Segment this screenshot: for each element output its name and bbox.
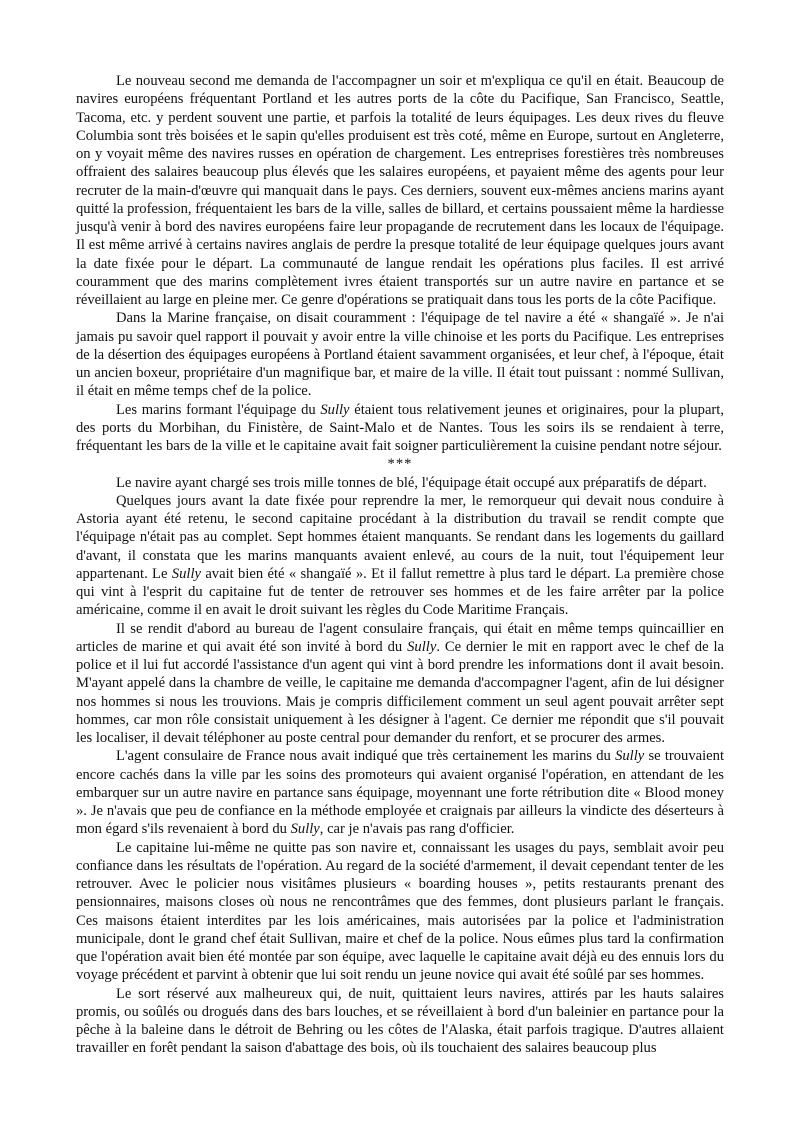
document-page	[76, 72, 724, 1058]
text-run: . Ce dernier le mit en rapport avec le chef de la police et il lui fut accordé l'assistance d'un agent qui vint à bord prendre les informations dont il avait besoin. M'ayant appelé dans la chambre de veille, le capitaine me demanda d'accompagner l'agent, afin de lui désigner nos hommes si nous les trouvions. Mais je compris difficilement comment un seul agent pouvait arrêter sept hommes, car mon rôle consistait uniquement à les désigner à l'agent. Ce dernier me répondit que s'il pouvait les localiser, il devait téléphoner au poste central pour demander du renfort, et se procurer des armes.	[76, 638, 724, 746]
paragraph-4	[76, 474, 724, 492]
ship-name: Sully	[320, 401, 350, 418]
text-run: étaient tous relativement jeunes et originaires, pour la plupart, des ports du Morbihan, du Finistère, de Saint-Malo et de Nantes. Tous les soirs ils se rendaient à terre, fréquentant les bars de la ville et le capitaine avait fait soigner particulièrement la cuisine pendant notre séjour.	[76, 401, 724, 454]
section-separator: ***	[387, 456, 413, 473]
text-run: se trouvaient encore cachés dans la ville par les soins des promoteurs qui avaient organisé l'opération, en attendant de les embarquer sur un autre navire en partance sans équipage, moyennant une forte rétribution dite « Blood money ». Je n'avais que peu de confiance en la méthode employée et craignais par ailleurs la vindicte des déserteurs à mon égard s'ils revenaient à bord du	[76, 748, 724, 838]
text-run: Le sort réservé aux malheureux qui, de nuit, quittaient leurs navires, attirés par les hauts salaires promis, ou soûlés ou drogués dans des bars louches, et se réveillaient à bord d'un baleinier en partance pour la pêche à la baleine dans le détroit de Behring ou les côtes de l'Alaska, était parfois tragique. D'autres allaient travailler en forêt pendant la saison d'abattage des bois, où ils touchaient des salaires beaucoup plus	[76, 985, 724, 1057]
text-run: Le capitaine lui-même ne quitte pas son navire et, connaissant les usages du pays, semblait avoir peu confiance dans les résultats de l'opération. Au regard de la société d'armement, il devait cependant tenter de les retrouver. Avec le policier nous visitâmes plusieurs « boarding houses », petits restaurants prenant des pensionnaires, maisons closes où nous ne rencontrâmes que des femmes, dont plusieurs parlant le français. Ces maisons étaient interdites par les lois américaines, mais autorisées par la police et l'administration municipale, dont le grand chef était Sullivan, maire et chef de la police. Nous eûmes plus tard la confirmation que l'opération avait bien été montée par son équipe, avec laquelle le capitaine avait déjà eu des ennuis lors du voyage précédent et parvint à obtenir que lui soit rendu un jeune novice qui avait été soûlé par ses hommes.	[76, 839, 724, 984]
text-run: Le nouveau second me demanda de l'accompagner un soir et m'expliqua ce qu'il en était. Beaucoup de navires européens fréquentant Portland et les autres ports de la côte du Pacifique, San Francisco, Seattle, Tacoma, etc. y perdent souvent une partie, et parfois la totalité de leurs équipages. Les deux rives du fleuve Columbia sont très boisées et le sapin qu'elles produisent est très coté, même en Europe, surtout en Angleterre, on y voyait même des navires russes en opération de chargement. Les entreprises forestières très nombreuses offraient des salaires beaucoup plus élevés que les salaires européens, et payaient même des agents pour leur recruter de la main-d'œuvre qui manquait dans le pays. Ces derniers, souvent eux-mêmes anciens marins ayant quitté la profession, fréquentaient les bars de la ville, salles de billard, et certains poussaient même la hardiesse jusqu'à venir à bord des navires européens faire leur propagande de recrutement dans les locaux de l'équipage. Il est même arrivé à certains navires anglais de perdre la presque totalité de leur équipage quelques jours avant la date fixée pour le départ. La communauté de langue rendait les opérations plus faciles. Il est arrivé couramment que des marins complètement ivres étaient transportés sur un autre navire en partance et se réveillaient au large en pleine mer. Ce genre d'opérations se pratiquait dans tous les ports de la côte Pacifique.	[76, 73, 724, 308]
text-run: Quelques jours avant la date fixée pour reprendre la mer, le remorqueur qui devait nous conduire à Astoria ayant été retenu, le second capitaine procédant à la distribution du travail se rendit compte que l'équipage n'était pas au complet. Sept hommes étaient manquants. Se rendant dans les logements du gaillard d'avant, il constata que les marins manquants avaient enlevé, au cours de la nuit, tout l'équipement leur appartenant. Le	[76, 492, 724, 582]
text-run: L'agent consulaire de France nous avait indiqué que très certainement les marins du	[116, 748, 616, 765]
paragraph-1	[76, 72, 724, 309]
ship-name: Sully	[171, 565, 201, 582]
text-run: avait bien été « shangaïé ». Et il fallut remettre à plus tard le départ. La première chose qui vint à l'esprit du capitaine fut de tenter de retrouver ses hommes et de les faire arrêter par la police américaine, comme il en avait le droit suivant les règles du Code Maritime Français.	[76, 565, 724, 619]
paragraph-6	[76, 620, 724, 748]
text-run: Il se rendit d'abord au bureau de l'agent consulaire français, qui était en même temps quincaillier en articles de marine et qui avait été son invité à bord du	[76, 620, 724, 655]
paragraph-5	[76, 492, 724, 620]
ship-name: Sully	[407, 638, 437, 655]
ship-name: Sully	[290, 821, 320, 838]
ship-name: Sully	[615, 748, 645, 765]
paragraph-8	[76, 839, 724, 985]
paragraph-9	[76, 985, 724, 1058]
paragraph-3	[76, 401, 724, 456]
paragraph-2	[76, 309, 724, 400]
text-run: Dans la Marine française, on disait couramment : l'équipage de tel navire a été « shangaïé ». Je n'ai jamais pu savoir quel rapport il pouvait y avoir entre la ville chinoise et les ports du Pacifique. Les entreprises de la désertion des équipages européens à Portland étaient savamment organisées, et leur chef, à l'époque, était un ancien boxeur, propriétaire d'un magnifique bar, et maire de la ville. Il était tout puissant : nommé Sullivan, il était en même temps chef de la police.	[76, 310, 724, 400]
text-run: Le navire ayant chargé ses trois mille tonnes de blé, l'équipage était occupé aux préparatifs de départ.	[116, 474, 707, 491]
text-run: Les marins formant l'équipage du	[116, 401, 321, 418]
text-run: , car je n'avais pas rang d'officier.	[319, 821, 515, 838]
paragraph-7	[76, 747, 724, 838]
